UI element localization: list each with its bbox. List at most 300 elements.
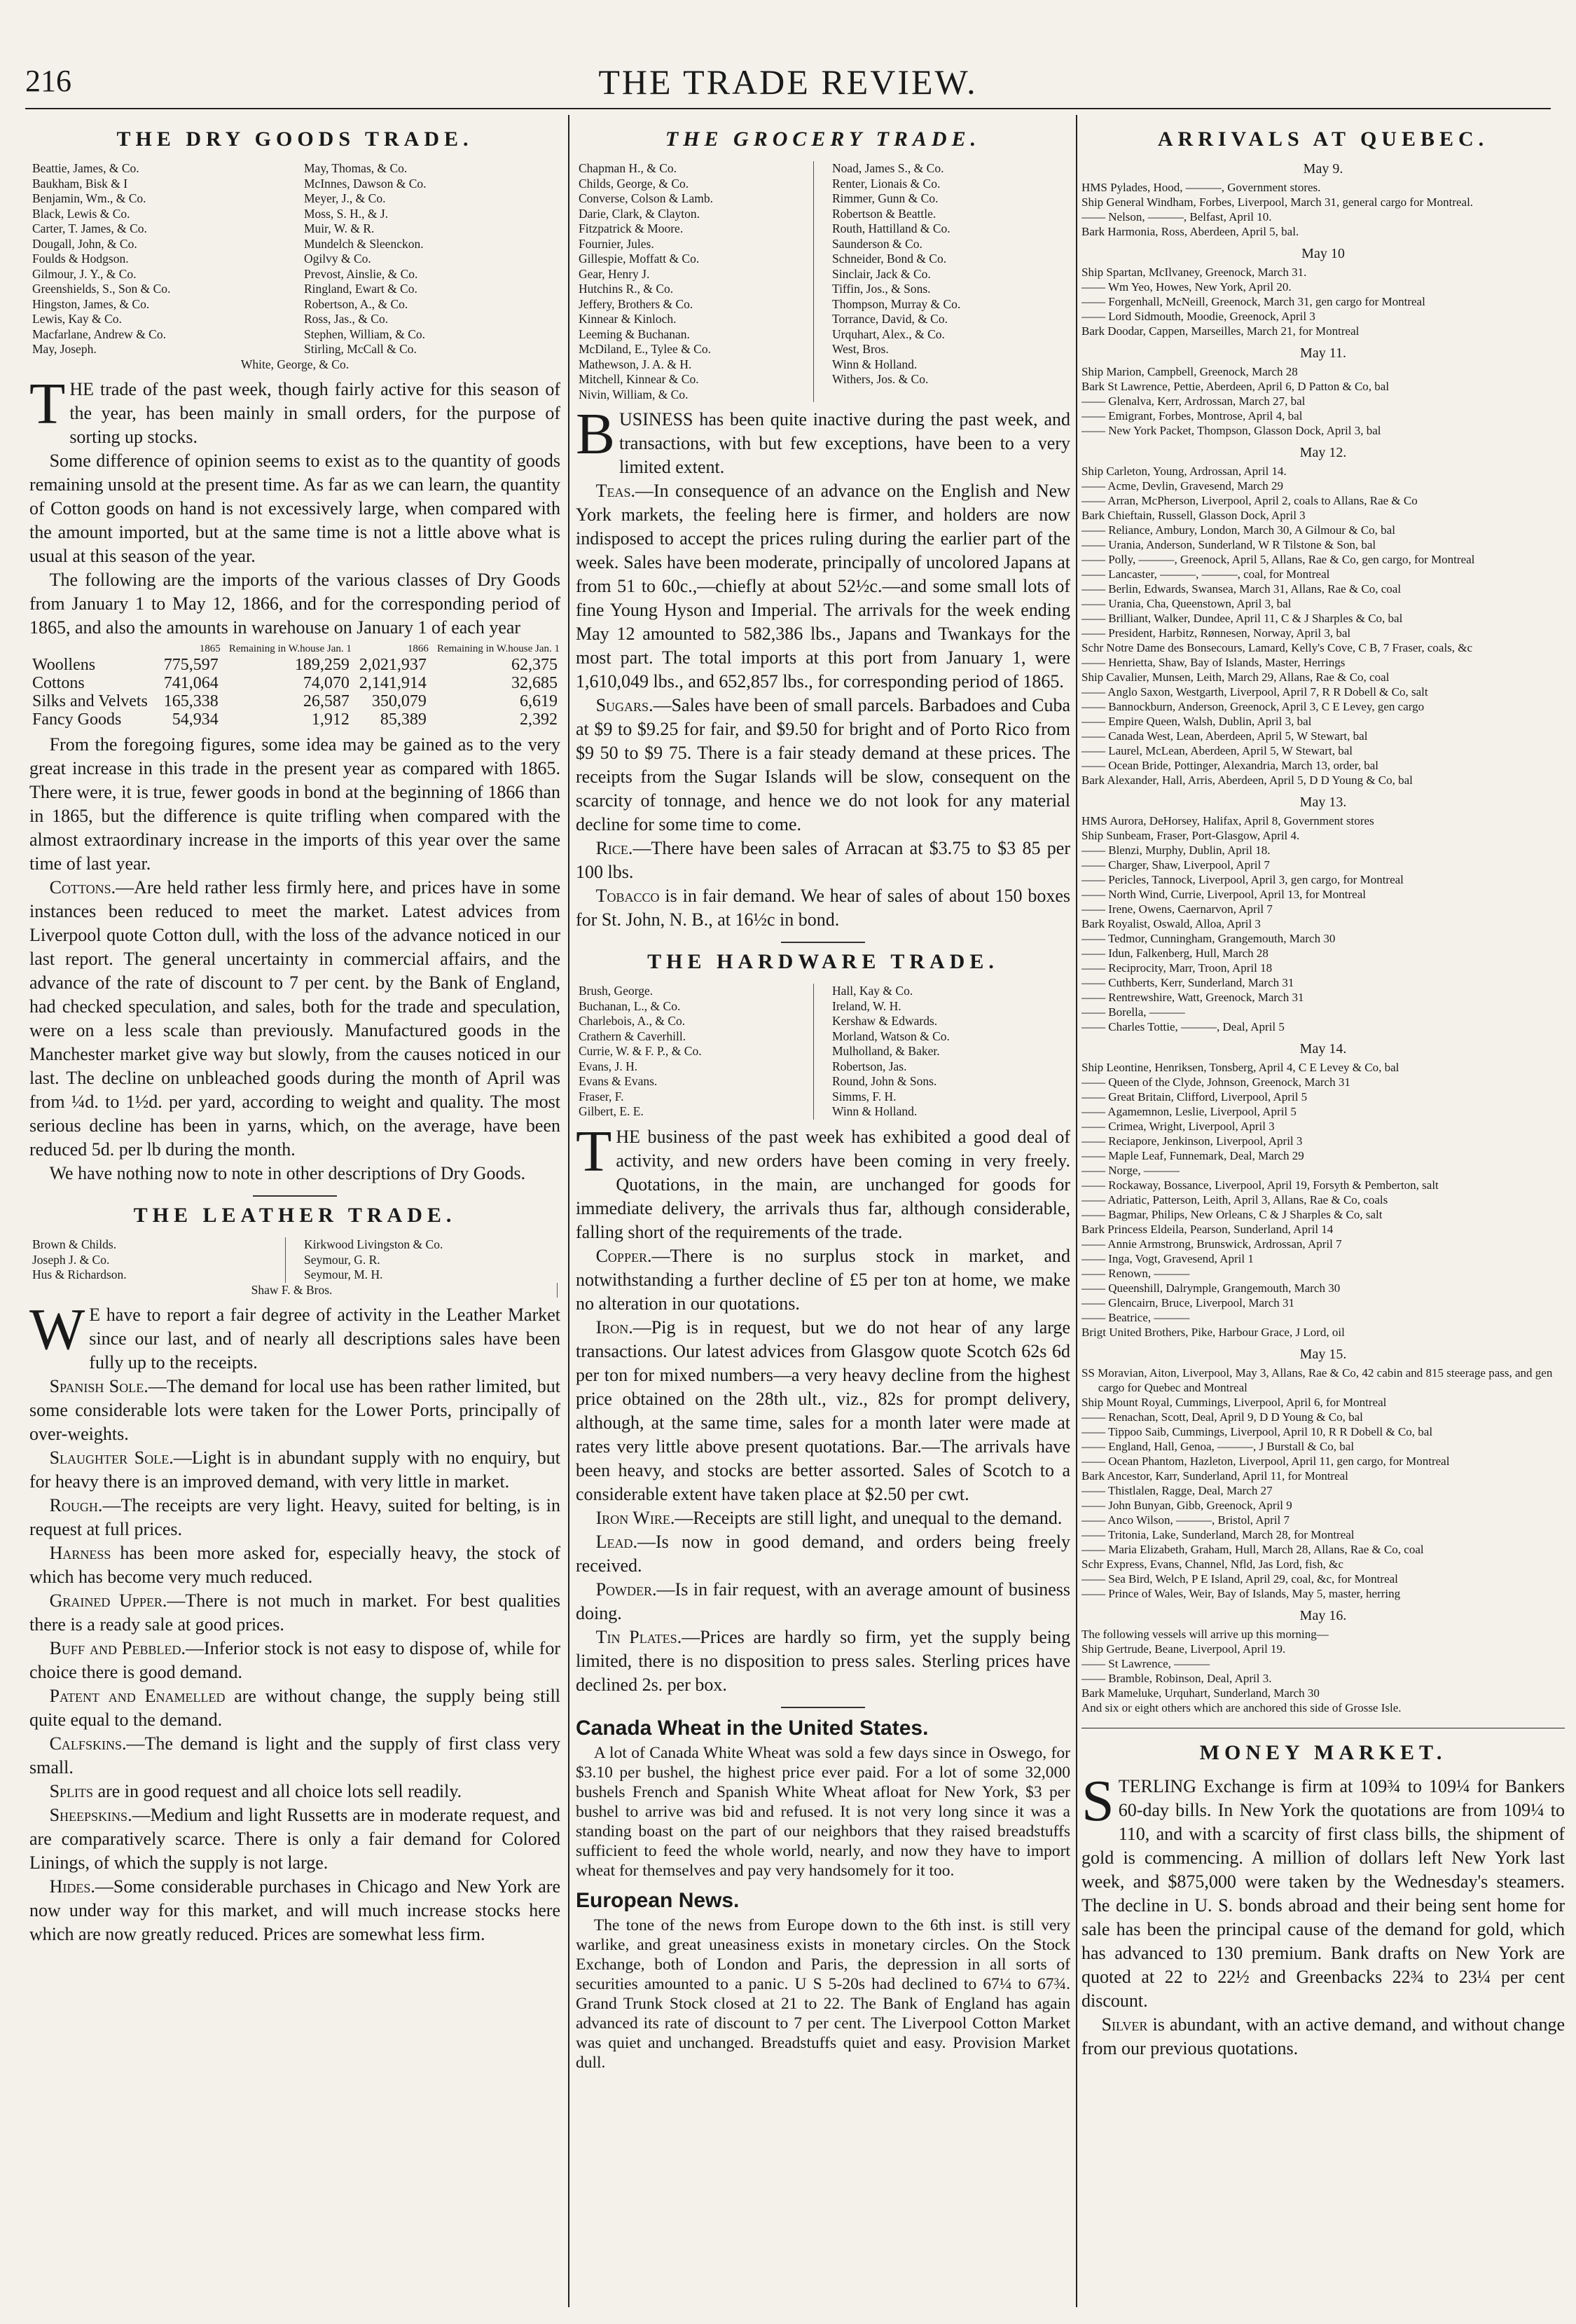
firm-name: McInnes, Dawson & Co. <box>304 176 427 191</box>
arrival-entry: —— Crimea, Wright, Liverpool, April 3 <box>1081 1120 1275 1133</box>
firm-name: Prevost, Ainslie, & Co. <box>304 266 418 281</box>
arrival-entry: —— Maple Leaf, Funnemark, Deal, March 29 <box>1081 1149 1304 1162</box>
imports-cell-v1865: 741,064 <box>163 674 219 692</box>
firm-name: Withers, Jos. & Co. <box>832 372 929 386</box>
imports-cell-v1866: 2,141,914 <box>359 674 427 692</box>
firm-name: Nivin, William, & Co. <box>579 387 814 403</box>
arrival-date: May 16. <box>1299 1608 1347 1623</box>
item-text: —Some considerable purchases in Chicago and New York are now under way for this market, and will much increase stocks here which are now greatly reduced. Prices are somewhat less firm. <box>29 1876 560 1944</box>
canada-wheat-text: A lot of Canada White Wheat was sold a few days since in Oswego, for $3.10 per bushel, the highest price ever paid. For a lot of some 32,000 bushels French and Spanish White Wheat afloat for New York, $3 per bushel to arrive was bid and refused. It is not very long since it was a standing boast on the part of our neighbors that they raised breadstuffs sufficient to feed the whole world, nearly, and now they have to import wheat for themselves and pay very handsomely for it too. <box>576 1743 1070 1880</box>
imports-row <box>29 656 560 674</box>
arrival-entry: —— Borella, ——— <box>1081 1005 1185 1019</box>
firm-name: Converse, Colson & Lamb. <box>579 191 814 207</box>
trade-item-paragraph <box>576 1530 1070 1578</box>
firm-name: Gillespie, Moffatt & Co. <box>579 252 814 267</box>
imports-row <box>29 710 560 729</box>
arrival-entry: HMS Aurora, DeHorsey, Halifax, April 8, Government stores <box>1081 814 1374 827</box>
arrival-entry: —— Polly, ———, Greenock, April 5, Allans, Rae & Co, gen cargo, for Montreal <box>1081 553 1475 566</box>
trade-item-paragraph <box>29 1684 560 1732</box>
firm-name: Morland, Watson & Co. <box>832 1029 950 1043</box>
item-text: are in good request and all choice lots sell readily. <box>93 1781 462 1801</box>
dry-goods-heading: THE DRY GOODS TRADE. <box>116 128 474 151</box>
item-lead: Iron Wire. <box>595 1507 675 1528</box>
arrival-entry: —— Anco Wilson, ———, Bristol, April 7 <box>1081 1513 1290 1527</box>
money-para-silver: Silver is abundant, with an active demand, and without change from our previous quotations. <box>1081 2014 1565 2058</box>
item-text: —The demand is light and the supply of first class very small. <box>29 1733 560 1778</box>
firm-name: Dougall, John, & Co. <box>32 236 137 251</box>
masthead-title: THE TRADE REVIEW. <box>598 62 978 102</box>
firm-name: Joseph J. & Co. <box>32 1253 286 1268</box>
item-lead: Rough. <box>49 1495 103 1515</box>
arrival-entry: —— Queen of the Clyde, Johnson, Greenock, March 31 <box>1081 1075 1350 1089</box>
arrival-entry: —— Tedmor, Cunningham, Grangemouth, March 30 <box>1081 932 1336 945</box>
trade-item-paragraph <box>29 1637 560 1684</box>
firm-name: Kershaw & Edwards. <box>832 1014 938 1028</box>
arrival-entry: Ship General Windham, Forbes, Liverpool, March 31, general cargo for Montreal. <box>1081 195 1474 209</box>
trade-item-paragraph <box>29 1803 560 1875</box>
arrival-entry: Bark Princess Eldeila, Pearson, Sunderland, April 14 <box>1081 1223 1334 1236</box>
firm-name: Benjamin, Wm., & Co. <box>32 191 146 205</box>
arrival-entry: —— Rockaway, Bossance, Liverpool, April 19, Forsyth & Pemberton, salt <box>1081 1178 1439 1192</box>
arrival-entry: Bark Royalist, Oswald, Alloa, April 3 <box>1081 917 1261 930</box>
firm-name: Torrance, David, & Co. <box>832 312 948 326</box>
firm-name: Urquhart, Alex., & Co. <box>832 326 945 341</box>
item-lead: Tin Plates. <box>595 1626 682 1647</box>
firm-name: Mathewson, J. A. & H. <box>579 357 814 373</box>
firm-name: Black, Lewis & Co. <box>32 206 130 221</box>
imports-cell-v1866: 350,079 <box>371 692 427 710</box>
imports-cell-r1866: 32,685 <box>511 674 558 692</box>
firm-name: Routh, Hattilland & Co. <box>832 221 951 235</box>
firm-name: Evans, J. H. <box>579 1059 814 1075</box>
firm-name: Foulds & Hodgson. <box>32 252 129 266</box>
firm-name: Hus & Richardson. <box>32 1267 286 1283</box>
imports-cell-v1865: 54,934 <box>172 710 219 729</box>
arrival-entry: —— Reciprocity, Marr, Troon, April 18 <box>1081 961 1273 975</box>
arrival-date: May 14. <box>1299 1041 1347 1057</box>
arrival-date: May 12. <box>1299 445 1347 460</box>
column-grocery-hardware <box>576 121 1070 2307</box>
arrival-entry: And six or eight others which are anchored this side of Grosse Isle. <box>1081 1701 1402 1714</box>
item-lead: Slaughter Sole. <box>49 1448 174 1468</box>
item-lead: Powder. <box>595 1579 657 1600</box>
firm-name: Chapman H., & Co. <box>579 161 814 177</box>
firm-name: Macfarlane, Andrew & Co. <box>32 326 166 341</box>
firm-name: Shaw F. & Bros. <box>32 1283 558 1298</box>
firm-name: Meyer, J., & Co. <box>304 191 386 205</box>
imports-cell-label: Cottons <box>32 674 85 692</box>
leather-items <box>29 1375 560 1946</box>
firm-name: Seymour, M. H. <box>304 1267 383 1281</box>
arrival-entry: Schr Notre Dame des Bonsecours, Lamard, Kelly's Cove, C B, 7 Fraser, coals, &c <box>1081 641 1473 654</box>
imports-cell-r1866: 6,619 <box>520 692 558 710</box>
arrivals-list <box>1081 161 1565 1715</box>
firm-name: Kirkwood Livingston & Co. <box>304 1237 443 1251</box>
firm-name: Renter, Lionais & Co. <box>832 176 941 191</box>
item-lead: Buff and Pebbled. <box>49 1638 186 1658</box>
imports-cell-label: Fancy Goods <box>32 710 122 729</box>
firm-name: Buchanan, L., & Co. <box>579 999 814 1015</box>
item-lead: Splits <box>49 1781 94 1801</box>
trade-item-paragraph <box>29 1589 560 1637</box>
firm-name: White, George, & Co. <box>240 357 350 371</box>
european-news-heading: European News. <box>576 1888 740 1912</box>
item-text: has been more asked for, especially heavy, the stock of which has become very much reduced. <box>29 1543 560 1587</box>
imports-row <box>29 674 560 692</box>
arrival-entry: —— Tritonia, Lake, Sunderland, March 28, for Montreal <box>1081 1528 1355 1541</box>
remaining-header-1865: Remaining in W.house Jan. 1 <box>228 643 352 654</box>
firm-name: Sinclair, Jack & Co. <box>832 266 931 281</box>
item-text: —Pig is in request, but we do not hear of any large transactions. Our latest advices from Glasgow quote Scotch 62s 6d per ton for mixed numbers—a very heavy decline from the highest price obtained on the 28th ult., viz., 82s for prompt delivery, although, at the same time, sales for a month later were made at rates very little above present quotations. Bar.—The arrivals have been heavy, and stocks are better assorted. Sales of Scotch to a considerable extent have taken place at $2.50 per cwt. <box>576 1316 1070 1504</box>
firm-name: Ogilvy & Co. <box>304 252 371 266</box>
arrival-entry: —— Anglo Saxon, Westgarth, Liverpool, April 7, R R Dobell & Co, salt <box>1081 685 1428 699</box>
arrival-entry: Bark St Lawrence, Pettie, Aberdeen, April 6, D Patton & Co, bal <box>1081 380 1390 393</box>
arrival-entry: —— Charger, Shaw, Liverpool, April 7 <box>1081 858 1270 872</box>
arrival-entry: —— Maria Elizabeth, Graham, Hull, March 28, Allans, Rae & Co, coal <box>1081 1543 1424 1556</box>
dry-goods-para-1: THE trade of the past week, though fairly active for this season of the year, has been mainly in small orders, for the purpose of sorting up stocks. <box>29 371 560 447</box>
firm-name: Hingston, James, & Co. <box>32 296 150 311</box>
dry-goods-firm-list <box>32 161 558 372</box>
imports-cell-v1865: 775,597 <box>163 656 219 674</box>
trade-item-paragraph <box>576 1244 1070 1316</box>
arrival-date: May 15. <box>1299 1347 1347 1362</box>
arrival-date: May 11. <box>1300 345 1346 361</box>
trade-item-paragraph <box>29 1780 560 1803</box>
leather-firm-list <box>32 1237 558 1298</box>
arrival-entry: —— Empire Queen, Walsh, Dublin, April 3, bal <box>1081 715 1312 728</box>
firm-name: Charlebois, A., & Co. <box>579 1014 814 1029</box>
firm-name: Kinnear & Kinloch. <box>579 312 814 327</box>
item-text: —There is no surplus stock in market, and notwithstanding a further decline of £5 per ton at home, we make no alteration in our quotations. <box>576 1245 1070 1314</box>
firm-name: Moss, S. H., & J. <box>304 206 389 221</box>
firm-name: Winn & Holland. <box>832 357 918 371</box>
imports-cell-r1866: 62,375 <box>511 656 558 674</box>
imports-cell-v1866: 2,021,937 <box>359 656 427 674</box>
arrival-entry: —— Canada West, Lean, Aberdeen, April 5, W Stewart, bal <box>1081 729 1368 743</box>
arrival-entry: Ship Marion, Campbell, Greenock, March 28 <box>1081 365 1298 378</box>
grocery-para-rice: Rice.—There have been sales of Arracan at $3.75 to $3 85 per 100 lbs. <box>576 838 1070 882</box>
trade-item-paragraph <box>29 1875 560 1946</box>
firm-name: Mitchell, Kinnear & Co. <box>579 372 814 387</box>
item-lead: Lead. <box>595 1531 637 1552</box>
arrival-entry: —— Beatrice, ——— <box>1081 1311 1190 1324</box>
arrival-entry: Bark Mameluke, Urquhart, Sunderland, March 30 <box>1081 1686 1320 1700</box>
firm-name: Round, John & Sons. <box>832 1074 937 1088</box>
item-text: —Medium and light Russetts are in moderate request, and are comparatively scarce. There is only a fair demand for Colored Linings, of which the supply is not large. <box>29 1805 560 1873</box>
arrival-entry: HMS Pylades, Hood, ———, Government stores. <box>1081 181 1321 194</box>
arrival-entry: —— Irene, Owens, Caernarvon, April 7 <box>1081 902 1273 916</box>
item-text: —Light is in abundant supply with no enquiry, but for heavy there is an improved demand, with very little in market. <box>29 1448 560 1492</box>
firm-name: West, Bros. <box>832 342 889 356</box>
arrival-entry: —— Lord Sidmouth, Moodie, Greenock, April 3 <box>1081 310 1315 323</box>
arrival-entry: —— Henrietta, Shaw, Bay of Islands, Master, Herrings <box>1081 656 1346 669</box>
leather-para-1: W E have to report a fair degree of activity in the Leather Market since our last, and of nearly all descriptions sales have been fully up to the receipts. <box>29 1297 560 1373</box>
arrival-entry: —— Bagmar, Philips, New Orleans, C & J Sharples & Co, salt <box>1081 1208 1383 1221</box>
firm-name: Carter, T. James, & Co. <box>32 221 147 235</box>
arrival-entry: —— Norge, ——— <box>1081 1164 1180 1177</box>
firm-name: Ringland, Ewart & Co. <box>304 282 417 296</box>
money-market-heading: MONEY MARKET. <box>1199 1741 1447 1764</box>
firm-name: Jeffery, Brothers & Co. <box>579 297 814 312</box>
firm-name: Ross, Jas., & Co. <box>304 312 389 326</box>
item-lead: Iron. <box>595 1316 633 1338</box>
arrival-entry: —— Urania, Cha, Queenstown, April 3, bal <box>1081 597 1292 610</box>
firm-name: May, Joseph. <box>32 342 97 356</box>
firm-name: Robertson, A., & Co. <box>304 296 408 311</box>
drop-cap: S <box>1081 1768 1114 1834</box>
drop-cap: W <box>29 1297 85 1362</box>
arrival-entry: —— Bramble, Robinson, Deal, April 3. <box>1081 1672 1272 1685</box>
firm-name: Fraser, F. <box>579 1089 814 1105</box>
imports-cell-v1866: 85,389 <box>380 710 427 729</box>
arrival-entry: —— Renown, ——— <box>1081 1267 1190 1280</box>
trade-item-paragraph <box>29 1375 560 1446</box>
trade-item-paragraph <box>29 1494 560 1541</box>
firm-name: Fitzpatrick & Moore. <box>579 221 814 237</box>
arrival-entry: —— Urania, Anderson, Sunderland, W R Tilstone & Son, bal <box>1081 538 1376 551</box>
hardware-para-1: THE business of the past week has exhibited a good deal of activity, and new orders have been coming in very freely. Quotations, in the main, are unchanged for goods for immediate delivery, the arrivals thus far, although considerable, falling short of the requirements of the trade. <box>576 1118 1070 1242</box>
arrival-entry: Ship Carleton, Young, Ardrossan, April 14. <box>1081 465 1287 478</box>
arrival-entry: —— Reciapore, Jenkinson, Liverpool, April 3 <box>1081 1134 1303 1148</box>
arrival-entry: —— Annie Armstrong, Brunswick, Ardrossan, April 7 <box>1081 1237 1342 1251</box>
firm-name: May, Thomas, & Co. <box>304 161 408 175</box>
arrival-entry: —— Tippoo Saib, Cummings, Liverpool, April 10, R R Dobell & Co, bal <box>1081 1425 1433 1438</box>
imports-cell-label: Silks and Velvets <box>32 692 148 710</box>
firm-name: Gear, Henry J. <box>579 267 814 282</box>
arrival-entry: —— Inga, Vogt, Gravesend, April 1 <box>1081 1252 1254 1265</box>
section-rule <box>781 1707 865 1708</box>
firm-name: Darie, Clark, & Clayton. <box>579 207 814 222</box>
firm-name: Schneider, Bond & Co. <box>832 252 947 266</box>
trade-item-paragraph <box>576 1316 1070 1506</box>
arrival-entry: —— Queenshill, Dalrymple, Grangemouth, March 30 <box>1081 1281 1341 1295</box>
column-dry-goods-leather <box>29 121 560 2307</box>
item-lead: Harness <box>49 1543 111 1563</box>
arrival-entry: —— Sea Bird, Welch, P E Island, April 29, coal, &c, for Montreal <box>1081 1572 1398 1586</box>
firm-name: Mundelch & Sleenckon. <box>304 236 424 251</box>
arrival-entry: Ship Cavalier, Munsen, Leith, March 29, Allans, Rae & Co, coal <box>1081 671 1390 684</box>
item-text: —Inferior stock is not easy to dispose of, while for choice there is good demand. <box>29 1638 560 1682</box>
arrival-date: May 13. <box>1299 795 1347 810</box>
item-lead: Sheepskins. <box>49 1805 132 1825</box>
item-text: —Receipts are still light, and unequal to the demand. <box>675 1507 1063 1528</box>
hardware-items <box>576 1244 1070 1697</box>
firm-name: Hutchins R., & Co. <box>579 282 814 297</box>
column-rule-1 <box>568 115 569 2307</box>
trade-item-paragraph <box>29 1446 560 1494</box>
arrival-entry: —— Nelson, ———, Belfast, April 10. <box>1081 210 1272 224</box>
arrival-entry: —— Emigrant, Forbes, Montrose, April 4, bal <box>1081 409 1303 422</box>
firm-name: Robertson, Jas. <box>832 1059 907 1073</box>
firm-name: Stephen, William, & Co. <box>304 326 425 341</box>
arrival-entry: —— Wm Yeo, Howes, New York, April 20. <box>1081 280 1292 294</box>
firm-name: Saunderson & Co. <box>832 236 922 251</box>
arrival-entry: Bark Ancestor, Karr, Sunderland, April 11, for Montreal <box>1081 1469 1348 1483</box>
firm-name: Stirling, McCall & Co. <box>304 342 417 356</box>
canada-wheat-heading: Canada Wheat in the United States. <box>576 1716 929 1740</box>
imports-cell-r1865: 1,912 <box>311 710 350 729</box>
imports-cell-r1866: 2,392 <box>520 710 558 729</box>
item-lead: Calfskins. <box>49 1733 127 1754</box>
grocery-para-tobacco: Tobacco is in fair demand. We hear of sales of about 150 boxes for St. John, N. B., at 16½c in bond. <box>576 886 1070 930</box>
grocery-firm-list <box>579 161 1067 402</box>
imports-table <box>29 642 560 729</box>
arrival-entry: —— Bannockburn, Anderson, Greenock, April 3, C E Levey, gen cargo <box>1081 700 1425 713</box>
item-lead: Patent and Enamelled <box>49 1686 226 1706</box>
item-text: —There is not much in market. For best qualities there is a ready sale at good prices. <box>29 1590 560 1635</box>
arrival-entry: —— New York Packet, Thompson, Glasson Dock, April 3, bal <box>1081 424 1381 437</box>
arrival-date: May 10 <box>1301 246 1345 261</box>
arrival-entry: —— Idun, Falkenberg, Hull, March 28 <box>1081 947 1269 960</box>
drop-cap: T <box>29 371 66 436</box>
arrival-entry: —— Blenzi, Murphy, Dublin, April 18. <box>1081 844 1271 857</box>
arrival-entry: —— St Lawrence, ——— <box>1081 1657 1210 1670</box>
grocery-para-sugars: Sugars.—Sales have been of small parcels. Barbadoes and Cuba at $9 to $9.25 for fair, and $9.50 for bright and of Porto Rico from $9 50 to $9 75. There is a fair steady demand at these prices. The receipts from the Sugar Islands will be slow, consequent on the scarcity of tonnage, and hence we do not look for any material decline for some time to come. <box>576 695 1070 834</box>
imports-cell-r1865: 74,070 <box>303 674 350 692</box>
item-text: —Prices are hardly so firm, yet the supply being limited, there is no disposition to press sales. Sterling prices have declined 2s. per box. <box>576 1626 1070 1695</box>
arrival-entry: —— Charles Tottie, ———, Deal, April 5 <box>1081 1020 1285 1033</box>
firm-name: Childs, George, & Co. <box>579 177 814 192</box>
dry-goods-para-2: Some difference of opinion seems to exist as to the quantity of goods remaining unsold at the present time. As far as we can learn, the quantity of Cotton goods on hand is not excessively large, when compared with the amount imported, but at the same time is not a little above what is usual at this season of the year. <box>29 451 560 566</box>
imports-cell-r1865: 189,259 <box>294 656 350 674</box>
arrival-entry: —— Prince of Wales, Weir, Bay of Islands, May 5, master, herring <box>1081 1587 1401 1600</box>
firm-name: Winn & Holland. <box>832 1104 918 1118</box>
arrival-entry: —— Adriatic, Patterson, Leith, April 3, Allans, Rae & Co, coals <box>1081 1193 1388 1206</box>
firm-name: Thompson, Murray & Co. <box>832 296 961 311</box>
firm-name: Gilbert, E. E. <box>579 1104 814 1120</box>
arrival-entry: —— Glenalva, Kerr, Ardrossan, March 27, bal <box>1081 394 1306 408</box>
firm-name: Noad, James S., & Co. <box>832 161 944 175</box>
arrival-entry: —— England, Hall, Genoa, ———, J Burstall & Co, bal <box>1081 1440 1355 1453</box>
arrival-entry: —— Acme, Devlin, Gravesend, March 29 <box>1081 479 1283 493</box>
item-text: —The demand for local use has been rather limited, but some considerable lots were taken for the Lower Ports, principally of over-weights. <box>29 1376 560 1444</box>
hardware-heading: THE HARDWARE TRADE. <box>647 950 999 973</box>
trade-item-paragraph <box>29 1541 560 1589</box>
drop-cap: B <box>576 401 616 467</box>
firm-name: Currie, W. & F. P., & Co. <box>579 1044 814 1059</box>
grocery-para-teas: Teas.—In consequence of an advance on the English and New York markets, the feeling here is firmer, and holders are now indisposed to accept the prices ruling during the earlier part of the week. Sales have been moderate, principally of uncolored Japans at from 51 to 60c.,—chiefly at about 52½c.—and some small lots of fine Young Hyson and Imperial. The arrivals for the week ending May 12 amounted to 582,386 lbs., Japans and Twankays for the most part. The total imports at this port from January 1, were 1,610,049 lbs., and 652,857 lbs., for corresponding period of 1865. <box>576 481 1070 692</box>
trade-item-paragraph <box>576 1506 1070 1530</box>
imports-cell-r1865: 26,587 <box>303 692 350 710</box>
firm-name: Baukham, Bisk & I <box>32 176 128 191</box>
firm-name: Greenshields, S., Son & Co. <box>32 282 171 296</box>
arrivals-heading: ARRIVALS AT QUEBEC. <box>1157 128 1489 151</box>
item-text: —The receipts are very light. Heavy, suited for belting, is in request at full prices. <box>29 1495 560 1539</box>
top-rule <box>25 108 1551 109</box>
firm-name: Beattie, James, & Co. <box>32 161 139 175</box>
arrival-entry: Brigt United Brothers, Pike, Harbour Grace, J Lord, oil <box>1081 1326 1345 1339</box>
arrival-entry: Bark Doodar, Cappen, Marseilles, March 21, for Montreal <box>1081 324 1360 338</box>
firm-name: Hall, Kay & Co. <box>832 984 913 998</box>
section-rule <box>253 1195 337 1197</box>
arrival-entry: —— President, Harbitz, Rønnesen, Norway, April 3, bal <box>1081 626 1351 640</box>
trade-item-paragraph <box>576 1578 1070 1625</box>
firm-name: Mulholland, & Baker. <box>832 1044 940 1058</box>
arrival-entry: Ship Spartan, McIlvaney, Greenock, March 31. <box>1081 266 1307 279</box>
hardware-firm-list <box>579 984 1067 1120</box>
firm-name: Muir, W. & R. <box>304 221 375 235</box>
firm-name: Leeming & Buchanan. <box>579 327 814 343</box>
arrival-entry: Ship Gertrude, Beane, Liverpool, April 19. <box>1081 1642 1286 1656</box>
arrival-entry: —— Ocean Phantom, Hazleton, Liverpool, April 11, gen cargo, for Montreal <box>1081 1455 1450 1468</box>
arrival-entry: —— Cuthberts, Kerr, Sunderland, March 31 <box>1081 976 1294 989</box>
firm-name: Brush, George. <box>579 984 814 999</box>
drop-cap: T <box>576 1118 612 1184</box>
grocery-heading: THE GROCERY TRADE. <box>665 128 981 151</box>
arrival-entry: Schr Express, Evans, Channel, Nfld, Jas Lord, fish, &c <box>1081 1558 1343 1571</box>
item-lead: Grained Upper. <box>49 1590 167 1611</box>
firm-name: Seymour, G. R. <box>304 1252 380 1267</box>
year-1866: 1866 <box>407 643 429 654</box>
firm-name <box>832 387 1067 403</box>
arrival-entry: —— Agamemnon, Leslie, Liverpool, April 5 <box>1081 1105 1297 1118</box>
arrival-entry: Ship Leontine, Henriksen, Tonsberg, April 4, C E Levey & Co, bal <box>1081 1061 1399 1074</box>
firm-name: Crathern & Caverhill. <box>579 1029 814 1045</box>
european-news-text: The tone of the news from Europe down to the 6th inst. is still very warlike, and great uneasiness exists in monetary circles. On the Stock Exchange, both of London and Paris, the depression in all sorts of securities amounted to a panic. U S 5-20s had declined to 67¼ to 67¾. Grand Trunk Stock closed at 21 to 22. The Bank of England has again advanced its rate of discount to 7 per cent. The Liverpool Cotton Market was quiet and unchanged. Breadstuffs quiet and easy. Provision Market dull. <box>576 1916 1070 2072</box>
leather-heading: THE LEATHER TRADE. <box>133 1204 457 1227</box>
grocery-para-1: BUSINESS has been quite inactive during the past week, and transactions, with but few exceptions, have been to a very limited extent. <box>576 401 1070 477</box>
item-lead: Hides. <box>49 1876 95 1897</box>
arrival-entry: —— Glencairn, Bruce, Liverpool, March 31 <box>1081 1296 1295 1309</box>
arrival-entry: —— Forgenhall, McNeill, Greenock, March 31, gen cargo for Montreal <box>1081 295 1425 308</box>
arrival-entry: —— Pericles, Tannock, Liverpool, April 3, gen cargo, for Montreal <box>1081 873 1404 886</box>
arrival-entry: Ship Mount Royal, Cummings, Liverpool, April 6, for Montreal <box>1081 1396 1387 1409</box>
column-arrivals-money <box>1081 121 1565 2307</box>
dry-goods-para-cottons: Cottons.—Are held rather less firmly here, and prices have in some instances been reduced to meet the market. Latest advices from Liverpool quote Cotton dull, with the loss of the advance noticed in our last report. The general uncertainty in commercial affairs, and the advance of the rate of discount to 7 per cent. by the Bank of England, had checked speculation, and sales, both for the trade and speculation, were on a less scale than previously. Manufactured goods in the Manchester market give way but slowly, from the causes noticed in our last. The decline on unbleached goods during the month of April was from ¼d. to 1½d. per yard, according to weight and quality. The most serious decline has been in yarns, which, on the average, have been reduced 5d. per lb during the month. <box>29 877 560 1160</box>
arrival-entry: —— North Wind, Currie, Liverpool, April 13, for Montreal <box>1081 888 1366 901</box>
arrival-entry: —— Laurel, McLean, Aberdeen, April 5, W Stewart, bal <box>1081 744 1353 757</box>
arrival-entry: —— Arran, McPherson, Liverpool, April 2, coals to Allans, Rae & Co <box>1081 494 1418 507</box>
dry-goods-para-3: The following are the imports of the various classes of Dry Goods from January 1 to May 12, 1866, and for the corresponding period of 1865, and also the amounts in warehouse on January 1 of each year <box>29 570 560 638</box>
imports-cell-label: Woollens <box>32 656 96 674</box>
arrival-entry: —— Great Britain, Clifford, Liverpool, April 5 <box>1081 1090 1308 1103</box>
dry-goods-para-4: From the foregoing figures, some idea may be gained as to the very great increase in this trade in the present year as compared with 1865. There were, it is true, fewer goods in bond at the beginning of 1866 than in 1865, but the difference is quite trifling when compared with the almost extraordinary increase in the imports of this year over the same time of last year. <box>29 734 560 874</box>
page-number: 216 <box>25 64 71 98</box>
arrival-entry: SS Moravian, Aiton, Liverpool, May 3, Allans, Rae & Co, 42 cabin and 815 steerage pass, and gen cargo for Quebec and Montreal <box>1081 1366 1553 1394</box>
item-lead: Spanish Sole. <box>49 1376 148 1396</box>
trade-item-paragraph <box>576 1625 1070 1697</box>
firm-name: Simms, F. H. <box>832 1089 897 1103</box>
money-para-1: STERLING Exchange is firm at 109¾ to 109¼ for Bankers 60-day bills. In New York the quotations are from 109¼ to 110, and with a scarcity of first class bills, the shipment of gold is commencing. A million of dollars left New York last week, and $875,000 were taken by the Wednesday's steamers. The decline in U. S. bonds abroad and their being sent home for sale has been the principal cause of the demand for gold, which has advanced to 130 premium. Bank drafts on New York are quoted at 22 to 22½ and Greenbacks 22¾ to 23¼ per cent discount. <box>1081 1768 1565 2011</box>
arrival-entry: The following vessels will arrive up this morning— <box>1081 1628 1329 1641</box>
section-rule <box>781 942 865 943</box>
trade-item-paragraph <box>29 1732 560 1780</box>
firm-name: Fournier, Jules. <box>579 237 814 252</box>
firm-name: Gilmour, J. Y., & Co. <box>32 266 137 281</box>
item-text: —Is now in good demand, and orders being freely received. <box>576 1531 1070 1576</box>
arrival-date: May 9. <box>1303 161 1343 177</box>
arrival-entry: —— Ocean Bride, Pottinger, Alexandria, March 13, order, bal <box>1081 759 1378 772</box>
arrival-entry: —— Reliance, Ambury, London, March 30, A Gilmour & Co, bal <box>1081 523 1395 537</box>
arrival-entry: —— John Bunyan, Gibb, Greenock, April 9 <box>1081 1499 1292 1512</box>
firm-name: Robertson & Beattle. <box>832 206 936 221</box>
firm-name: Ireland, W. H. <box>832 998 901 1013</box>
arrival-entry: —— Thistlalen, Ragge, Deal, March 27 <box>1081 1484 1273 1497</box>
firm-name: Evans & Evans. <box>579 1074 814 1089</box>
remaining-header-1866: Remaining in W.house Jan. 1 <box>437 643 560 654</box>
imports-row <box>29 692 560 710</box>
item-lead: Copper. <box>595 1245 652 1266</box>
item-text: are without change, the supply being still quite equal to the demand. <box>29 1686 560 1730</box>
arrival-entry: Ship Sunbeam, Fraser, Port-Glasgow, April 4. <box>1081 829 1300 842</box>
firm-name: Rimmer, Gunn & Co. <box>832 191 939 205</box>
arrival-entry: —— Rentrewshire, Watt, Greenock, March 31 <box>1081 991 1304 1004</box>
year-1865: 1865 <box>199 643 221 654</box>
arrival-entry: —— Brilliant, Walker, Dundee, April 11, C & J Sharples & Co, bal <box>1081 612 1403 625</box>
column-rule-2 <box>1076 115 1077 2307</box>
imports-cell-v1865: 165,338 <box>163 692 219 710</box>
firm-name: Brown & Childs. <box>32 1237 286 1253</box>
